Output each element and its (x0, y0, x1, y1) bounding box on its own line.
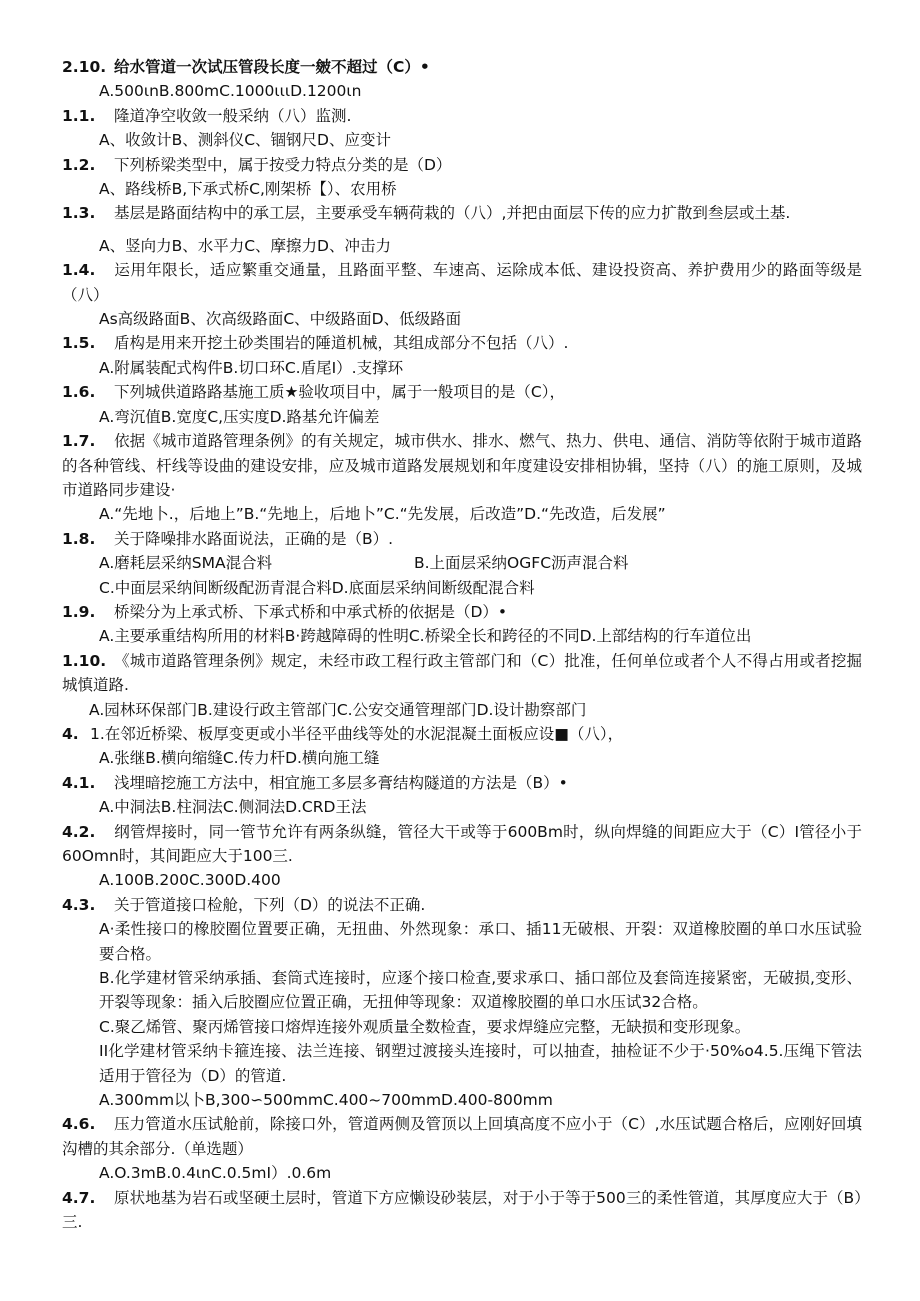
options-line: A.“先地卜.，后地上”B.“先地上，后地卜”C.“先发展，后改造”D.“先改造，后发展” (99, 505, 666, 524)
question-text: 隆道净空收敛一般采纳（八）监测. (114, 106, 352, 125)
question-number: 4.3. (62, 895, 96, 914)
question-text: 关于降噪排水路面说法，正确的是（B）. (114, 529, 394, 548)
question-number: 4.1. (62, 773, 96, 792)
question-number: 4.2. (62, 822, 96, 841)
question-1-10 (62, 649, 862, 698)
question-number: 1.7. (62, 432, 96, 451)
options-line: C.中面层采纳间断级配沥青混合料D.底面层采纳间断级配混合料 (99, 578, 535, 597)
question-text: 下列城供道路路基施工质★验收项目中，属于一般项目的是（C）， (114, 383, 565, 402)
question-1-4 (62, 258, 862, 307)
question-number: 1.5. (62, 334, 96, 353)
options-line: A、收敛计B、测斜仪C、锢钢尺D、应变计 (99, 131, 391, 150)
question-4-7 (62, 1186, 862, 1235)
question-1-9 (62, 600, 862, 624)
option-paragraph: II化学建材管采纳卡箍连接、法兰连接、钢塑过渡接头连接时，可以抽查，抽检证不少于·50%o4.5.压绳下管法适用于管径为（D）的管道. (99, 1042, 862, 1085)
question-text: 给水管道一次试压管段长度一皴不超过（C）• (114, 58, 430, 76)
question-number: 1.4. (62, 261, 96, 280)
question-text: 依据《城市道路管理条例》的有关规定，城市供水、排水、燃气、热力、供电、通信、消防等依附于城市道路的各种管线、杆线等设曲的建设安排，应及城市道路发展规划和年度建设安排相协辑，坚持（八）的施工原则，及城市道路同步建设· (62, 432, 862, 499)
question-1-5 (62, 331, 862, 355)
question-list (62, 55, 862, 1235)
question-1-2 (62, 153, 862, 177)
question-text: 桥梁分为上承式桥、下承式桥和中承式桥的依据是（D）• (114, 602, 508, 621)
question-number: 1.6. (62, 383, 96, 402)
question-number: 1.3. (62, 204, 96, 223)
question-4 (62, 722, 862, 746)
question-number: 1.8. (62, 529, 96, 548)
question-text: 运用年限长，适应繁重交通量，且路面平整、车速高、运除成本低、建设投资高、养护费用少的路面等级是（八） (62, 261, 862, 304)
options-line: A.弯沉值B.宽度C,压实度D.路基允许偏差 (99, 407, 380, 426)
option-paragraph: C.聚乙烯管、聚丙烯管接口熔焊连接外观质量全数检査，要求焊缝应完整，无缺损和变形现象。 (99, 1017, 751, 1036)
options-line: A.张继B.横向缩缝C.传力杆D.横向施工缝 (99, 749, 380, 768)
question-1-6 (62, 380, 862, 404)
options-line: A、路线桥B,下承式桥C,刚架桥【）、农用桥 (99, 180, 397, 199)
options-line: A.中洞法B.柱洞法C.侧洞法D.CRD王法 (99, 798, 367, 817)
question-text: 压力管道水压试舱前，除接口外，管道两侧及管顶以上回填高度不应小于（C）,水压试题合格后，应刚好回填沟槽的其余部分.（单选题） (62, 1115, 862, 1158)
question-2-10 (62, 55, 862, 79)
question-number: 4.6. (62, 1115, 96, 1134)
question-number: 1.2. (62, 155, 96, 174)
question-number: 4. (62, 724, 79, 743)
question-text: 下列桥梁类型中，属于按受力特点分类的是（D） (114, 155, 452, 174)
options-line: A.300mm以卜B,300∽500mmC.400~700mmD.400-800mm (99, 1091, 553, 1110)
question-text: 纲管焊接时，同一管节允许有两条纵缝，管径大干或等于600Bm时，纵向焊缝的间距应大于（C）I管径小于60Omn时，其间距应大于100三. (62, 822, 862, 865)
options-line: A.附属装配式构件B.切口环C.盾尾I）.支撑环 (99, 358, 404, 377)
options-line: A.主要承重结构所用的材料B·跨越障碍的性明C.桥梁全长和跨径的不同D.上部结构的行车道位出 (99, 627, 752, 646)
question-1-3 (62, 201, 862, 225)
question-number: 1.9. (62, 602, 96, 621)
question-4-6 (62, 1112, 862, 1161)
question-4-1 (62, 771, 862, 795)
options-line: A、竖向力B、水平力C、摩擦力D、冲击力 (99, 236, 391, 255)
options-line: A.100B.200C.300D.400 (99, 871, 281, 890)
question-text: 《城市道路管理条例》规定，未经市政工程行政主管部门和（C）批准，任何单位或者个人不得占用或者挖掘城慎道路. (62, 651, 862, 695)
question-number: 1.1. (62, 106, 96, 125)
options-line: As高级路面B、次高级路面C、中级路面D、低级路面 (99, 310, 462, 329)
options-line: A.园林环保部门B.建设行政主管部门C.公安交通管理部门D.设计勘察部门 (89, 700, 587, 719)
options-line: A.O.3mB.0.4ιnC.0.5mI）.0.6m (99, 1164, 332, 1183)
question-text: 关于管道接口检舱，下列（D）的说法不正确. (114, 895, 426, 914)
question-text: 浅埋暗挖施工方法中，相宜施工多层多膏结构隧道的方法是（B）• (114, 773, 568, 792)
question-number: 2.10. (62, 58, 107, 76)
question-number: 4.7. (62, 1188, 96, 1207)
option-b: B.上面层采纳OGFC沥声混合料 (414, 554, 629, 573)
option-a: A.磨耗层采纳SMA混合料 (99, 554, 273, 573)
options-line: A.500ιnB.800mC.1000ιιιD.1200ιn (99, 82, 362, 101)
question-text: 原状地基为岩石或坚硬土层时，管道下方应懒设砂装层，对于小于等于500三的柔性管道，其厚度应大于（B）三. (62, 1188, 862, 1232)
question-1-8 (62, 527, 862, 551)
options-line (62, 551, 862, 575)
question-1-1 (62, 104, 862, 128)
question-4-2 (62, 820, 862, 869)
question-text: 基层是路面结构中的承工层，主要承受车辆荷栽的（八）,并把由面层下传的应力扩散到叁层或土基. (114, 204, 791, 223)
question-1-7 (62, 429, 862, 502)
question-text: 1.在邻近桥梁、板厚变更或小半径平曲线等处的水泥混凝土面板应设■（八）， (90, 724, 624, 743)
question-number: 1.10. (62, 651, 107, 670)
question-4-3 (62, 893, 862, 917)
option-paragraph: B.化学建材管采纳承插、套筒式连接时，应逐个接口检查,要求承口、插口部位及套筒连接紧密，无破损,变形、开裂等现象：插入后胶圈应位置正确，无扭伸等现象：双道橡胶圈的单口水压试32合格。 (99, 969, 862, 1012)
option-paragraph: A·柔性接口的橡胶圈位置要正确，无扭曲、外然现象：承口、插11无破根、开裂：双道橡胶圈的单口水压试验要合格。 (99, 920, 862, 963)
question-text: 盾构是用来开挖土砂类围岩的陲道机械，其组成部分不包括（八）. (114, 334, 569, 353)
